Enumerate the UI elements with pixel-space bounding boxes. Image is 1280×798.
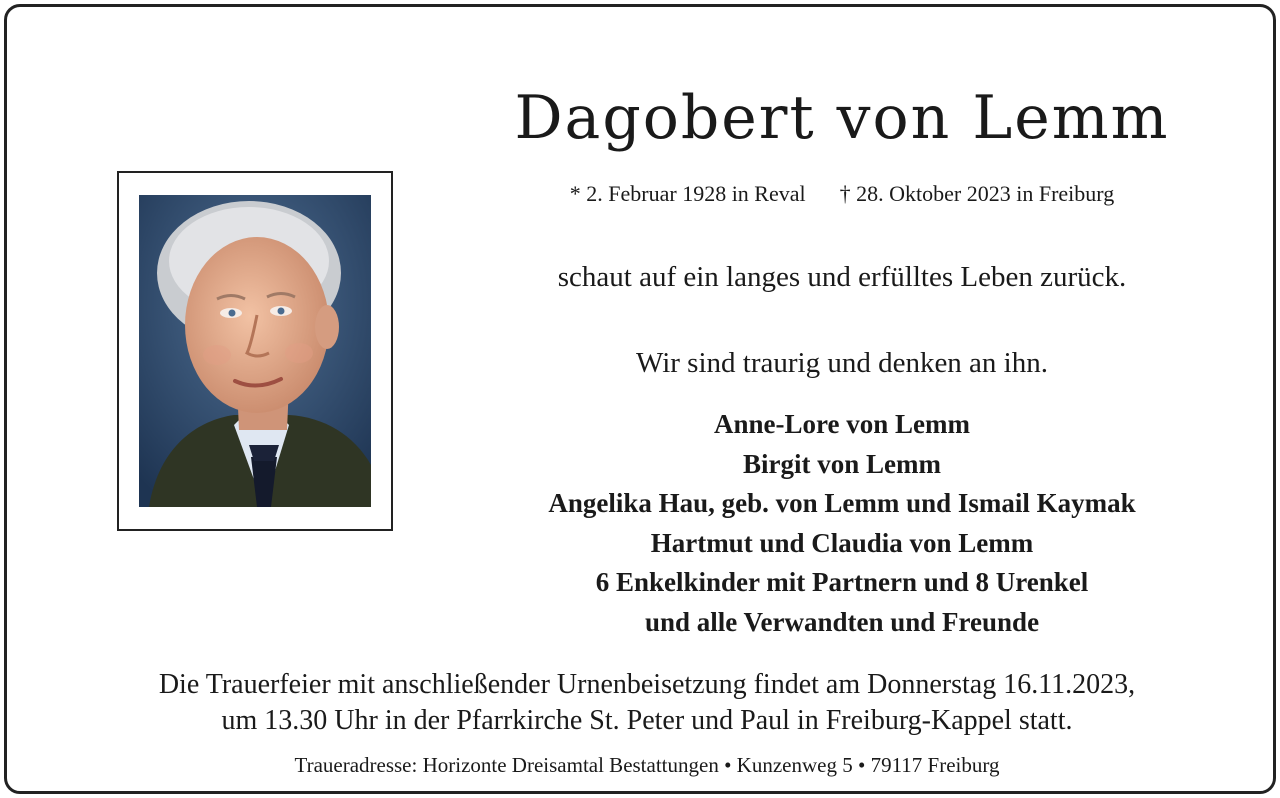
life-statement: schaut auf ein langes und erfülltes Leben zurück.: [557, 261, 1127, 293]
mourner-line: Hartmut und Claudia von Lemm: [650, 527, 1034, 558]
life-dates: [507, 181, 1177, 207]
mourners-list: [447, 405, 1237, 642]
mourning-statement: Wir sind traurig und denken an ihn.: [636, 347, 1048, 379]
portrait-frame: [117, 171, 393, 531]
obituary-card: [4, 4, 1276, 794]
portrait-photo: [139, 195, 371, 507]
mourner-line: Birgit von Lemm: [743, 448, 941, 479]
deceased-name: Dagobert von Lemm: [514, 83, 1170, 153]
mourner-line: und alle Verwandten und Freunde: [644, 606, 1040, 637]
mourner-line: Angelika Hau, geb. von Lemm und Ismail Kaymak: [548, 488, 1136, 518]
death-date: † 28. Oktober 2023 in Freiburg: [839, 181, 1115, 206]
birth-date: * 2. Februar 1928 in Reval: [569, 181, 806, 206]
service-announcement: [47, 667, 1247, 739]
mourning-address: Traueradresse: Horizonte Dreisamtal Bestattungen • Kunzenweg 5 • 79117 Freiburg: [294, 753, 1000, 777]
mourner-line: 6 Enkelkinder mit Partnern und 8 Urenkel: [595, 567, 1089, 597]
service-line: um 13.30 Uhr in der Pfarrkirche St. Peter und Paul in Freiburg-Kappel statt.: [221, 705, 1073, 736]
service-line: Die Trauerfeier mit anschließender Urnenbeisetzung findet am Donnerstag 16.11.2023,: [158, 669, 1136, 700]
mourner-line: Anne-Lore von Lemm: [714, 409, 970, 439]
